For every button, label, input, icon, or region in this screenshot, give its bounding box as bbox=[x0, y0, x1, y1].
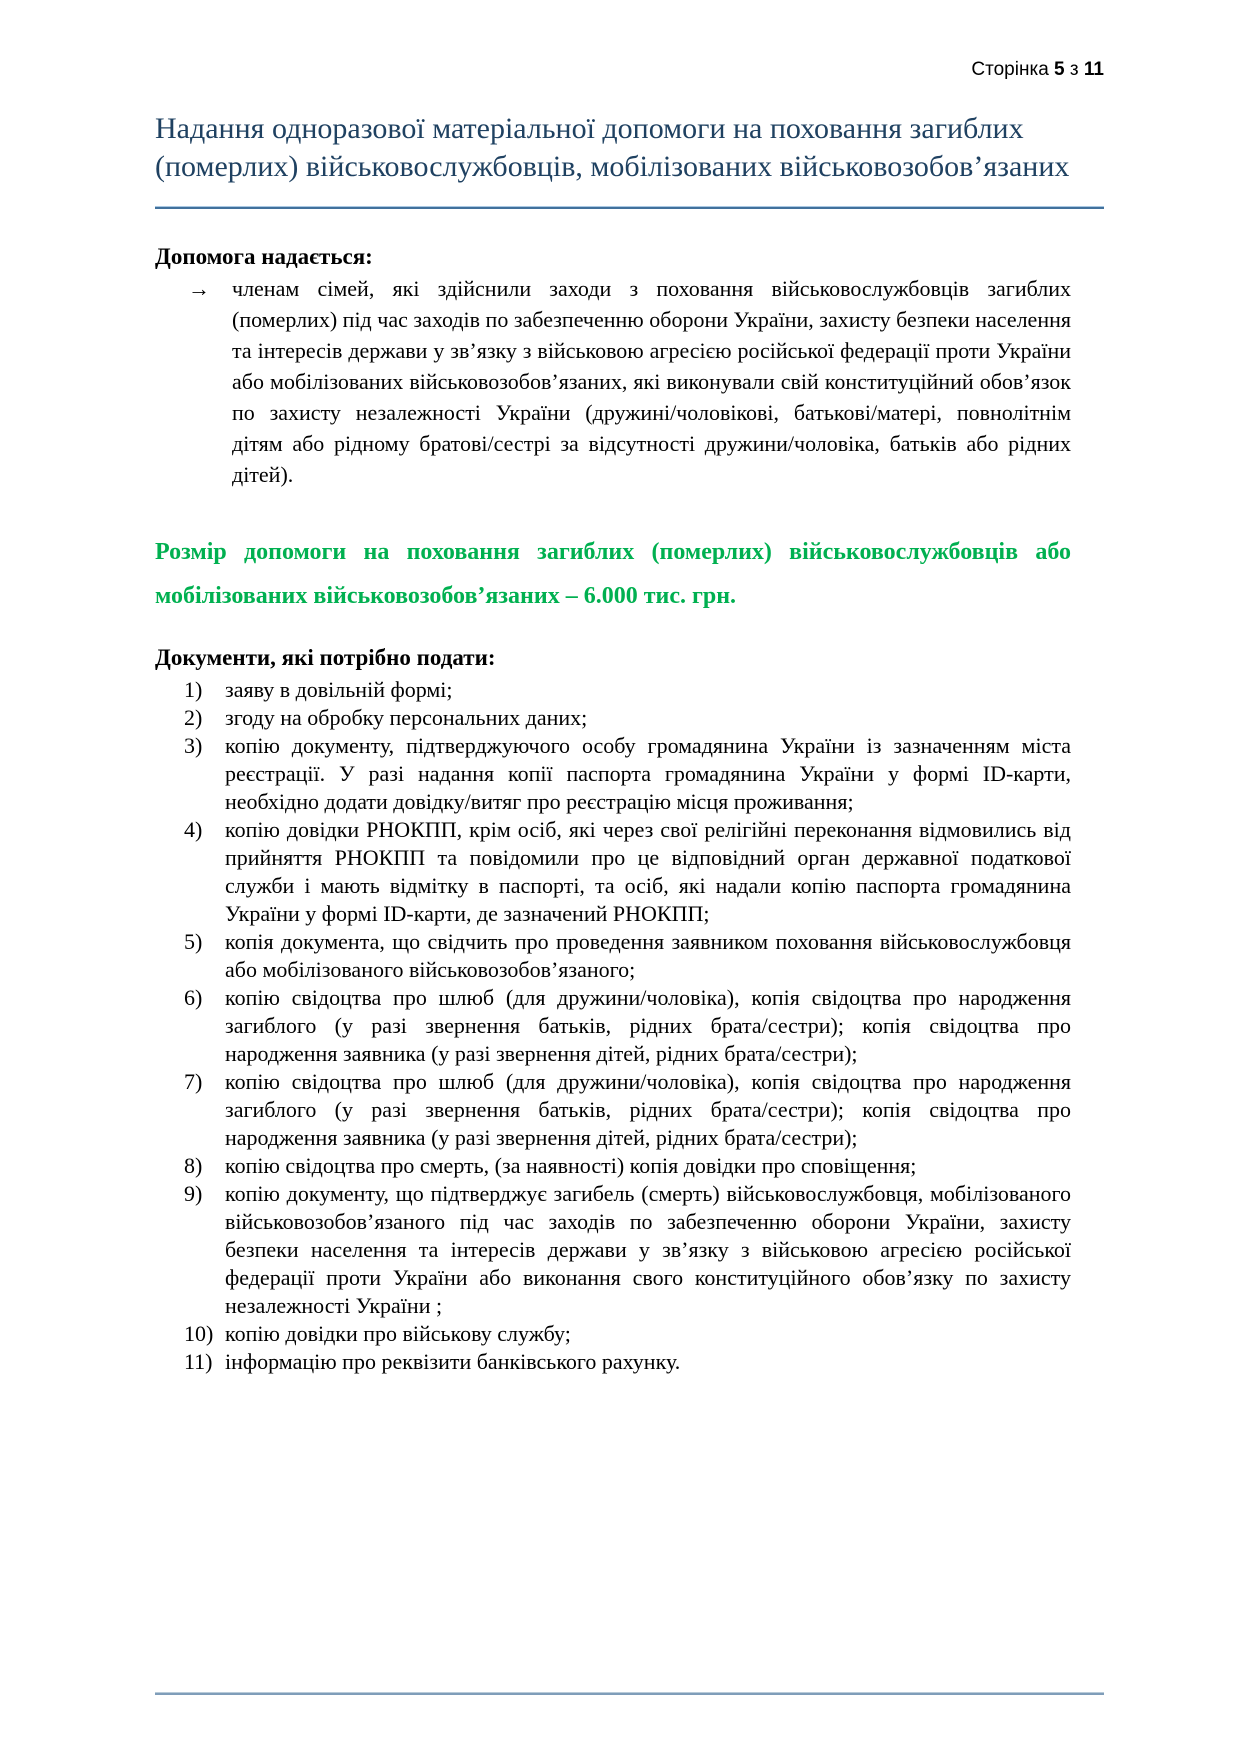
page-title: Надання одноразової матеріальної допомоги на поховання загиблих (померлих) військовослужбовців, мобілізованих військовозобов’язаних bbox=[155, 112, 1070, 183]
list-item-text: заяву в довільній формі; bbox=[225, 677, 453, 702]
list-item-number: 5) bbox=[184, 929, 203, 954]
list-item-number: 9) bbox=[184, 1181, 203, 1206]
list-item-text: копію свідоцтва про шлюб (для дружини/чоловіка), копія свідоцтва про народження загиблого (у разі звернення батьків, рідних брата/сестри); копія свідоцтва про народження заявника (у разі звернення дітей, рідних брата/сестри); bbox=[225, 985, 1071, 1066]
list-item bbox=[155, 1068, 1071, 1152]
list-item-text: копію довідки РНОКПП, крім осіб, які через свої релігійні переконання відмовились від прийняття РНОКПП та повідомили про це відповідний орган державної податкової служби і мають відмітку в паспорті, та осіб, які надали копію паспорта громадянина України у формі ID-карти, де зазначений РНОКПП; bbox=[225, 817, 1071, 926]
list-item-text: згоду на обробку персональних даних; bbox=[225, 705, 588, 730]
list-item-number: 10) bbox=[184, 1321, 214, 1346]
documents-list bbox=[155, 676, 1071, 1376]
list-item bbox=[155, 704, 1071, 732]
arrow-item-text: членам сімей, які здійснили заходи з поховання військовослужбовців загиблих (померлих) під час заходів по забезпеченню оборони України, захисту безпеки населення та інтересів держави у зв’язку з військовою агресією російської федерації проти України або мобілізованих військовозобов’язаних, які виконували свій конституційний обов’язок по захисту незалежності України (дружині/чоловікові, батькові/матері, повнолітнім дітям або рідному братові/сестрі за відсутності дружини/чоловіка, батьків або рідних дітей). bbox=[232, 276, 1071, 487]
arrow-list-item bbox=[155, 273, 1071, 490]
list-item bbox=[155, 984, 1071, 1068]
arrow-bullet-icon: → bbox=[188, 276, 210, 301]
list-item bbox=[155, 1320, 1071, 1348]
list-item-number: 7) bbox=[184, 1069, 203, 1094]
page-number: 5 bbox=[1054, 59, 1065, 80]
footer-rule bbox=[155, 1692, 1104, 1695]
list-item-number: 4) bbox=[184, 817, 203, 842]
list-item bbox=[155, 1348, 1071, 1376]
list-item-text: копію свідоцтва про шлюб (для дружини/чоловіка), копія свідоцтва про народження загиблого (у разі звернення батьків, рідних брата/сестри); копія свідоцтва про народження заявника (у разі звернення дітей, рідних брата/сестри); bbox=[225, 1069, 1071, 1150]
page-of-label: з bbox=[1069, 59, 1079, 80]
list-item-number: 11) bbox=[184, 1349, 213, 1374]
list-item-text: інформацію про реквізити банківського рахунку. bbox=[225, 1349, 681, 1374]
section-heading-help: Допомога надається: bbox=[155, 244, 373, 269]
list-item-number: 8) bbox=[184, 1153, 203, 1178]
list-item bbox=[155, 1152, 1071, 1180]
list-item-text: копію довідки про військову службу; bbox=[225, 1321, 571, 1346]
list-item-number: 3) bbox=[184, 733, 203, 758]
list-item-number: 1) bbox=[184, 677, 203, 702]
list-item-number: 6) bbox=[184, 985, 203, 1010]
page-total: 11 bbox=[1083, 59, 1104, 80]
list-item bbox=[155, 928, 1071, 984]
list-item-text: копію документу, підтверджуючого особу громадянина України із зазначенням міста реєстрації. У разі надання копії паспорта громадянина України у формі ID-карти, необхідно додати довідку/витяг про реєстрацію місця проживання; bbox=[225, 733, 1071, 814]
page-label: Сторінка bbox=[971, 59, 1049, 80]
list-item bbox=[155, 676, 1071, 704]
page-header bbox=[155, 58, 1104, 82]
list-item-text: копія документа, що свідчить про проведення заявником поховання військовослужбовця або мобілізованого військовозобов’язаного; bbox=[225, 929, 1071, 982]
amount-paragraph: Розмір допомоги на поховання загиблих (померлих) військовослужбовців або мобілізованих військовозобов’язаних – 6.000 тис. грн. bbox=[155, 539, 1071, 609]
list-item bbox=[155, 816, 1071, 928]
list-item-text: копію свідоцтва про смерть, (за наявності) копія довідки про сповіщення; bbox=[225, 1153, 917, 1178]
section-heading-documents: Документи, які потрібно подати: bbox=[155, 645, 496, 670]
list-item-number: 2) bbox=[184, 705, 203, 730]
list-item bbox=[155, 1180, 1071, 1320]
list-item-text: копію документу, що підтверджує загибель (смерть) військовослужбовця, мобілізованого військовозобов’язаного під час заходів по забезпеченню оборони України, захисту безпеки населення та інтересів держави у зв’язку з військовою агресією російської федерації проти України або виконання свого конституційного обов’язку по захисту незалежності України ; bbox=[225, 1181, 1071, 1318]
list-item bbox=[155, 732, 1071, 816]
title-rule bbox=[155, 206, 1104, 209]
